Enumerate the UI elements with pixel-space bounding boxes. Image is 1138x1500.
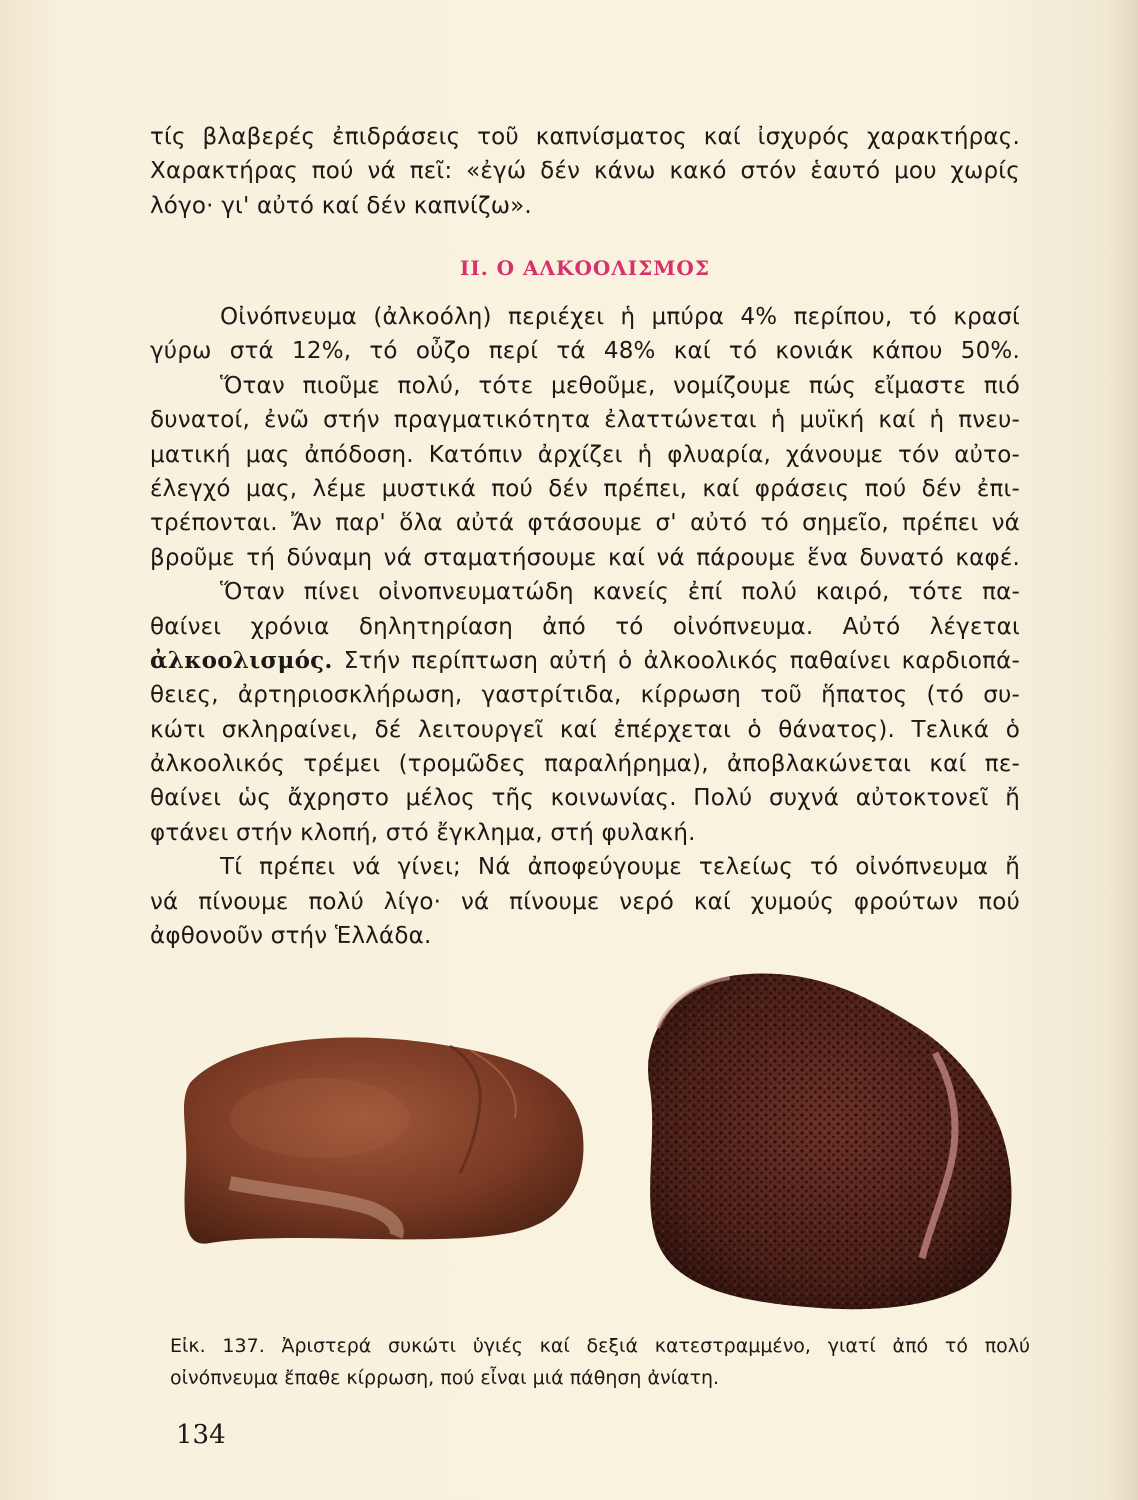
caption-line: Εἰκ. 137. Ἀριστερά συκώτι ὑγιές καί δεξιά κατεστραμμένο, γιατί ἀπό τό πολύ: [170, 1335, 1030, 1357]
text-line: δυνατοί, ἐνῶ στήν πραγματικότητα ἐλαττώνεται ἡ μυϊκή καί ἡ πνευ-: [150, 407, 1020, 434]
text-line: λόγο· γι' αὐτό καί δέν καπνίζω».: [150, 192, 532, 219]
text-line: τίς βλαβερές ἐπιδράσεις τοῦ καπνίσματος καί ἰσχυρός χαρακτήρας.: [150, 124, 1020, 150]
text-line: ἀφθονοῦν στήν Ἑλλάδα.: [150, 923, 432, 950]
text-line: έλεγχό μας, λέμε μυστικά πού δέν πρέπει, καί φράσεις πού δέν ἐπι-: [150, 475, 1020, 502]
liver-illustration: [170, 968, 1030, 1328]
section-title: ΙΙ. Ο ΑΛΚΟΟΛΙΣΜΟΣ: [460, 256, 710, 280]
main-text: [150, 300, 1020, 953]
text-line: γύρω στά 12%, τό οὖζο περί τά 48% καί τό κονιάκ κάπου 50%.: [150, 338, 1020, 365]
page-number: 134: [176, 1420, 226, 1450]
page-edge-shadow: [1108, 0, 1138, 1500]
text-line: Ὅταν πίνει οἰνοπνευματώδη κανείς ἐπί πολύ καιρό, τότε πα-: [220, 579, 1020, 606]
text-fragment: Στήν περίπτωση αὐτή ὁ ἀλκοολικός παθαίνει καρδιοπά-: [332, 647, 1020, 674]
text-line: θαίνει χρόνια δηλητηρίαση ἀπό τό οἰνόπνευμα. Αὐτό λέγεται: [150, 613, 1020, 640]
caption-line: οἰνόπνευμα ἔπαθε κίρρωση, πού εἶναι μιά πάθηση ἀνίατη.: [170, 1367, 720, 1389]
liver-figure: [170, 968, 1030, 1328]
text-line: ἀλκοολικός τρέμει (τρομῶδες παραλήρημα), ἀποβλακώνεται καί πε-: [150, 751, 1020, 778]
text-line-with-term: [150, 644, 1020, 678]
text-line: θειες, ἀρτηριοσκλήρωση, γαστρίτιδα, κίρρωση τοῦ ἥπατος (τό συ-: [150, 682, 1020, 709]
text-line: Οἰνόπνευμα (ἀλκοόλη) περιέχει ἡ μπύρα 4% περίπου, τό κρασί: [220, 304, 1020, 330]
text-line: κώτι σκληραίνει, δέ λειτουργεῖ καί ἐπέρχεται ὁ θάνατος). Τελικά ὁ: [150, 716, 1020, 743]
text-line: νά πίνουμε πολύ λίγο· νά πίνουμε νερό καί χυμούς φρούτων πού: [150, 888, 1020, 915]
key-term: ἀλκοολισμός.: [150, 646, 333, 674]
text-line: Τί πρέπει νά γίνει; Νά ἀποφεύγουμε τελείως τό οἰνόπνευμα ἤ: [220, 854, 1020, 881]
text-line: Χαρακτήρας πού νά πεῖ: «ἐγώ δέν κάνω κακό στόν ἑαυτό μου χωρίς: [150, 158, 1020, 185]
healthy-liver: [184, 1038, 583, 1244]
text-line: ματική μας ἀπόδοση. Κατόπιν ἀρχίζει ἡ φλυαρία, χάνουμε τόν αὐτο-: [150, 441, 1020, 468]
cirrhotic-liver: [648, 974, 1011, 1310]
intro-paragraph: [150, 120, 1020, 223]
text-line: τρέπονται. Ἄν παρ' ὅλα αὐτά φτάσουμε σ' αὐτό τό σημεῖο, πρέπει νά: [150, 510, 1020, 537]
text-line: φτάνει στήν κλοπή, στό ἔγκλημα, στή φυλακή.: [150, 819, 696, 846]
text-line: θαίνει ὡς ἄχρηστο μέλος τῆς κοινωνίας. Πολύ συχνά αὐτοκτονεῖ ἤ: [150, 785, 1020, 812]
text-line: βροῦμε τή δύναμη νά σταματήσουμε καί νά πάρουμε ἕνα δυνατό καφέ.: [150, 544, 1020, 571]
text-line: Ὅταν πιοῦμε πολύ, τότε μεθοῦμε, νομίζουμε πώς εἴμαστε πιό: [220, 372, 1020, 399]
figure-caption: [170, 1330, 1030, 1394]
